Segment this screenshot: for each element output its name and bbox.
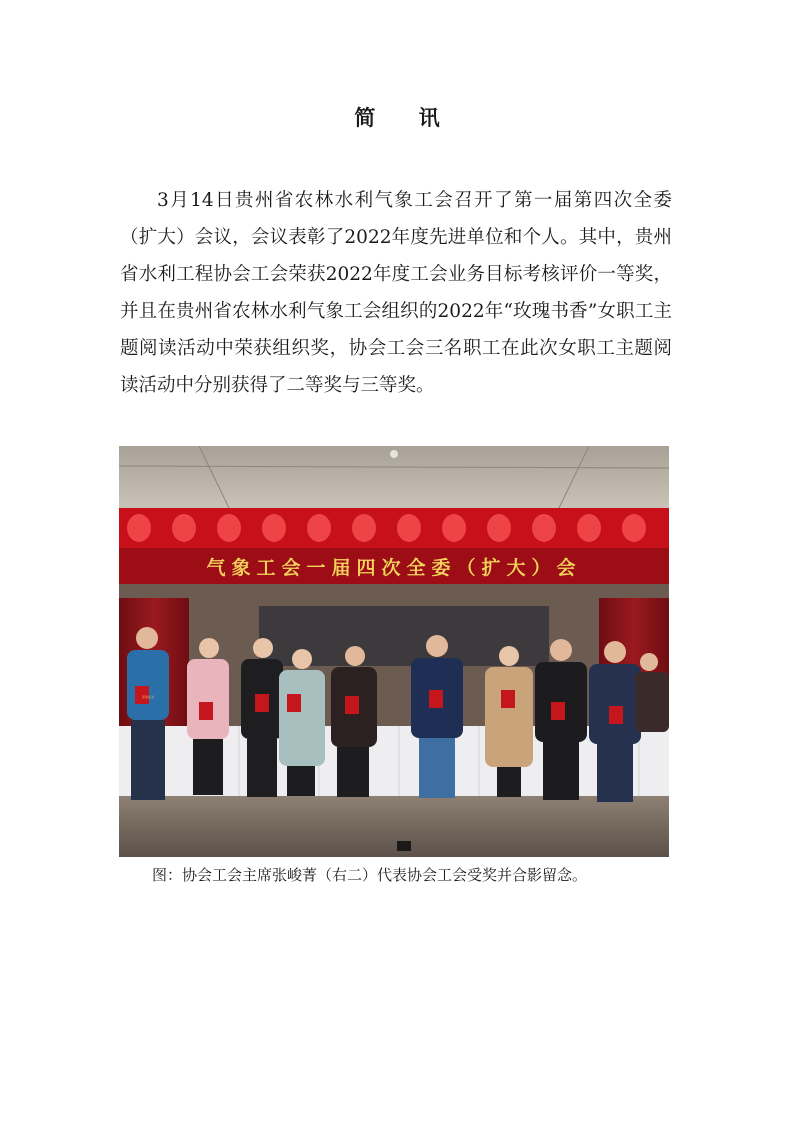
document-title: 简 讯 [354,105,458,130]
news-paragraph: 3月14日贵州省农林水利气象工会召开了第一届第四次全委（扩大）会议，会议表彰了2022年度先进单位和个人。其中，贵州省水利工程协会工会荣获2022年度工会业务目标考核评价一等奖，并且在贵州省农林水利气象工会组织的2022年“玫瑰书香”女职工主题阅读活动中荣获组织奖，协会工会三名职工在此次女职工主题阅读活动中分别获得了二等奖与三等奖。 [120,190,672,396]
certificate-label: 荣誉证书 [142,695,155,699]
photo-caption: 图：协会工会主席张峻菁（右二）代表协会工会受奖并合影留念。 [152,866,588,884]
banner-text: 气象工会一届四次全委（扩大）会 [206,557,582,579]
group-photo [119,446,669,857]
